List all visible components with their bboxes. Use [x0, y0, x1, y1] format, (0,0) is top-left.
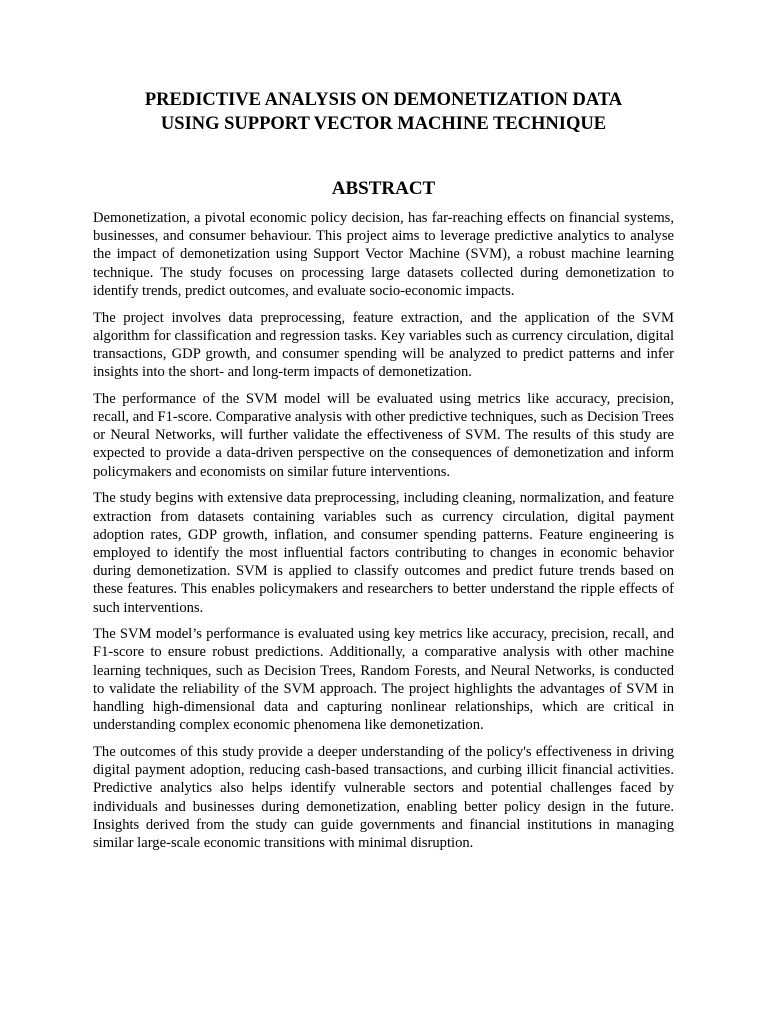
abstract-body [93, 209, 674, 852]
abstract-paragraph-3: The performance of the SVM model will be evaluated using metrics like accuracy, precision, recall, and F1-score. Comparative analysis with other predictive techniques, such as Decision Trees or Neural Networks, will further validate the effectiveness of SVM. The results of this study are expected to provide a data-driven perspective on the consequences of demonetization and inform policymakers and economists on similar future interventions. [93, 390, 674, 480]
abstract-paragraph-1: Demonetization, a pivotal economic policy decision, has far-reaching effects on financial systems, businesses, and consumer behaviour. This project aims to leverage predictive analytics to analyse the impact of demonetization using Support Vector Machine (SVM), a robust machine learning technique. The study focuses on processing large datasets collected during demonetization to identify trends, predict outcomes, and evaluate socio-economic impacts. [93, 210, 674, 299]
abstract-paragraph-6: The outcomes of this study provide a deeper understanding of the policy's effectiveness in driving digital payment adoption, reducing cash-based transactions, and curbing illicit financial activities. Predictive analytics also helps identify vulnerable sectors and potential challenges faced by individuals and businesses during demonetization, enabling better policy design in the future. Insights derived from the study can guide governments and financial institutions in managing similar large-scale economic transitions with minimal disruption. [93, 743, 674, 851]
abstract-paragraph-5: The SVM model’s performance is evaluated using key metrics like accuracy, precision, recall, and F1-score to ensure robust predictions. Additionally, a comparative analysis with other machine learning techniques, such as Decision Trees, Random Forests, and Neural Networks, is conducted to validate the reliability of the SVM approach. The project highlights the advantages of SVM in handling high-dimensional data and capturing nonlinear relationships, which are critical in understanding complex economic phenomena like demonetization. [93, 626, 674, 734]
document-title [93, 88, 674, 136]
abstract-paragraph-2: The project involves data preprocessing, feature extraction, and the application of the SVM algorithm for classification and regression tasks. Key variables such as currency circulation, digital transactions, GDP growth, and consumer spending will be analyzed to predict patterns and infer insights into the short- and long-term impacts of demonetization. [93, 309, 674, 381]
abstract-paragraph-4: The study begins with extensive data preprocessing, including cleaning, normalization, and feature extraction from datasets containing variables such as currency circulation, digital payment adoption rates, GDP growth, inflation, and consumer spending patterns. Feature engineering is employed to identify the most influential factors contributing to changes in economic behavior during demonetization. SVM is applied to classify outcomes and predict future trends based on these features. This enables policymakers and researchers to better understand the ripple effects of such interventions. [93, 490, 674, 616]
abstract-heading: ABSTRACT [331, 178, 436, 199]
document-page [93, 88, 674, 861]
title-line-2: USING SUPPORT VECTOR MACHINE TECHNIQUE [160, 114, 607, 134]
title-line-1: PREDICTIVE ANALYSIS ON DEMONETIZATION DATA [144, 90, 623, 110]
